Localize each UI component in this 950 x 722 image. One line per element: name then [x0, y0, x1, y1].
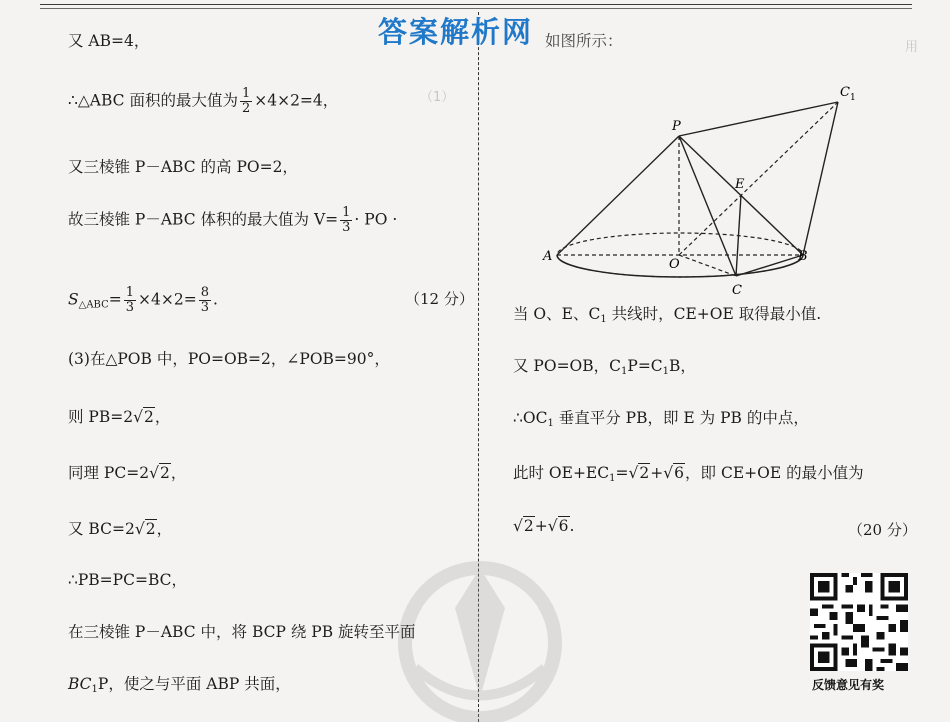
text-segment: BC [68, 675, 92, 693]
fraction-denominator: 3 [342, 220, 351, 235]
text-line-r3 [513, 406, 809, 429]
radicand: 2 [144, 408, 154, 426]
bleed-text: 用 [905, 40, 919, 55]
text-segment: 共线时，CE+OE 取得最小值. [606, 305, 822, 323]
text-line-10: ∴PB=PC=BC， [68, 571, 187, 589]
root-sign: √ [663, 464, 674, 482]
label-O: O [669, 257, 680, 272]
fraction-half [240, 87, 252, 116]
header-rule-bottom [40, 8, 912, 9]
text-line-7 [68, 405, 170, 427]
text-segment: 故三棱锥 P－ABC 体积的最大值为 V= [68, 210, 339, 229]
subscript: 1 [662, 366, 670, 377]
text-line-12 [68, 672, 291, 695]
radicand: 6 [674, 464, 685, 482]
sqrt-2 [513, 517, 535, 535]
text-line-r2 [513, 354, 696, 377]
text-line-8 [68, 461, 186, 483]
header-rule-top [40, 4, 912, 5]
text-line-3: 又三棱锥 P－ABC 的高 PO=2， [68, 158, 298, 176]
fraction-eight-thirds [199, 286, 211, 315]
fraction-denominator: 2 [241, 101, 251, 116]
text-segment: ， [156, 520, 173, 538]
segment-PC1 [679, 102, 838, 136]
label-A: A [543, 249, 553, 264]
watermark-logo-icon [395, 548, 565, 722]
segment-OC1 [679, 102, 838, 255]
text-segment: + [650, 464, 664, 482]
label-B: B [798, 249, 808, 264]
feedback-qr-code-icon[interactable] [810, 573, 908, 671]
segment-PA [557, 136, 679, 255]
text-segment: ∴△ABC 面积的最大值为 [68, 91, 238, 110]
subscript: △ABC [78, 299, 109, 311]
root-sign: √ [547, 517, 558, 535]
label-C: C [732, 283, 742, 298]
sqrt-2 [149, 464, 171, 482]
fraction-denominator: 3 [200, 300, 209, 315]
text-line-5 [68, 286, 218, 315]
radicand: 2 [159, 464, 170, 482]
text-line-11: 在三棱锥 P－ABC 中，将 BCP 绕 PB 旋转至平面 [68, 623, 416, 641]
segment-CB [736, 255, 803, 276]
subscript: 1 [621, 366, 628, 377]
sqrt-2 [133, 408, 155, 426]
qr-caption: 反馈意见有奖 [812, 678, 885, 692]
subscript: 1 [91, 684, 98, 695]
label-P: P [672, 119, 681, 134]
subscript: 1 [609, 473, 616, 484]
sqrt-2 [135, 520, 157, 538]
fraction-third [340, 206, 352, 235]
fraction-numerator: 1 [125, 285, 135, 300]
text-line-6: (3)在△POB 中，PO=OB=2，∠POB=90°， [68, 350, 390, 368]
site-watermark-title: 答案解析网 [378, 15, 534, 49]
text-segment: = [615, 464, 629, 482]
text-segment: ×4×2=4， [254, 91, 339, 110]
text-line-r4 [513, 461, 864, 484]
text-line-2 [68, 87, 338, 116]
text-line-4 [68, 206, 397, 235]
root-sign: √ [133, 408, 143, 426]
sqrt-6 [663, 464, 685, 482]
fraction-numerator: 1 [342, 205, 351, 220]
text-segment: ×4×2= [138, 290, 197, 309]
text-segment: 同理 PC=2 [68, 464, 150, 482]
root-sign: √ [149, 464, 159, 482]
bleed-text: （1） [420, 90, 455, 105]
text-segment: . [569, 517, 575, 535]
text-line-1: 又 AB=4， [68, 32, 150, 50]
text-segment: 垂直平分 PB，即 E 为 PB 的中点， [553, 409, 809, 427]
label-E: E [735, 177, 745, 192]
text-segment: ∴OC [513, 409, 548, 427]
text-line-r5 [513, 517, 574, 535]
segment-C1B [803, 102, 838, 255]
root-sign: √ [134, 520, 145, 538]
text-segment: . [212, 290, 218, 309]
text-line-9 [68, 517, 172, 539]
text-segment: ，即 CE+OE 的最小值为 [685, 464, 864, 482]
text-line-figure-intro: 如图所示： [545, 32, 623, 50]
text-segment: 此时 OE+EC [513, 464, 610, 482]
radicand: 2 [145, 520, 156, 538]
root-sign: √ [628, 464, 639, 482]
text-segment: · PO · [354, 210, 398, 229]
text-segment: P=C [627, 357, 663, 375]
subscript: 1 [547, 418, 554, 429]
geometry-figure [540, 80, 870, 300]
text-segment: 则 PB=2 [68, 408, 134, 426]
text-segment: ， [154, 408, 171, 426]
text-segment: 又 BC=2 [68, 520, 135, 538]
text-segment: = [108, 290, 122, 309]
root-sign: √ [513, 517, 523, 535]
text-segment: B， [669, 357, 696, 375]
radicand: 2 [523, 517, 534, 535]
text-segment: P，使之与平面 ABP 共面， [97, 675, 291, 693]
sqrt-2 [629, 464, 651, 482]
text-segment: 又 PO=OB，C [513, 357, 622, 375]
text-segment: ， [170, 464, 187, 482]
fraction-third [124, 286, 136, 315]
label-C1-sub: 1 [850, 93, 856, 103]
sqrt-6 [548, 517, 570, 535]
score-20: （20 分） [848, 521, 917, 539]
text-line-r1 [513, 302, 821, 325]
subscript: 1 [600, 314, 607, 325]
score-12: （12 分） [405, 290, 474, 308]
text-segment: S [68, 290, 79, 309]
radicand: 2 [639, 464, 650, 482]
radicand: 6 [558, 517, 569, 535]
label-C1: C [840, 85, 850, 100]
fraction-denominator: 3 [125, 300, 135, 315]
fraction-numerator: 8 [200, 285, 209, 300]
segment-OC [679, 255, 736, 276]
text-segment: + [534, 517, 548, 535]
fraction-numerator: 1 [241, 86, 251, 101]
text-segment: 当 O、E、C [513, 305, 601, 323]
